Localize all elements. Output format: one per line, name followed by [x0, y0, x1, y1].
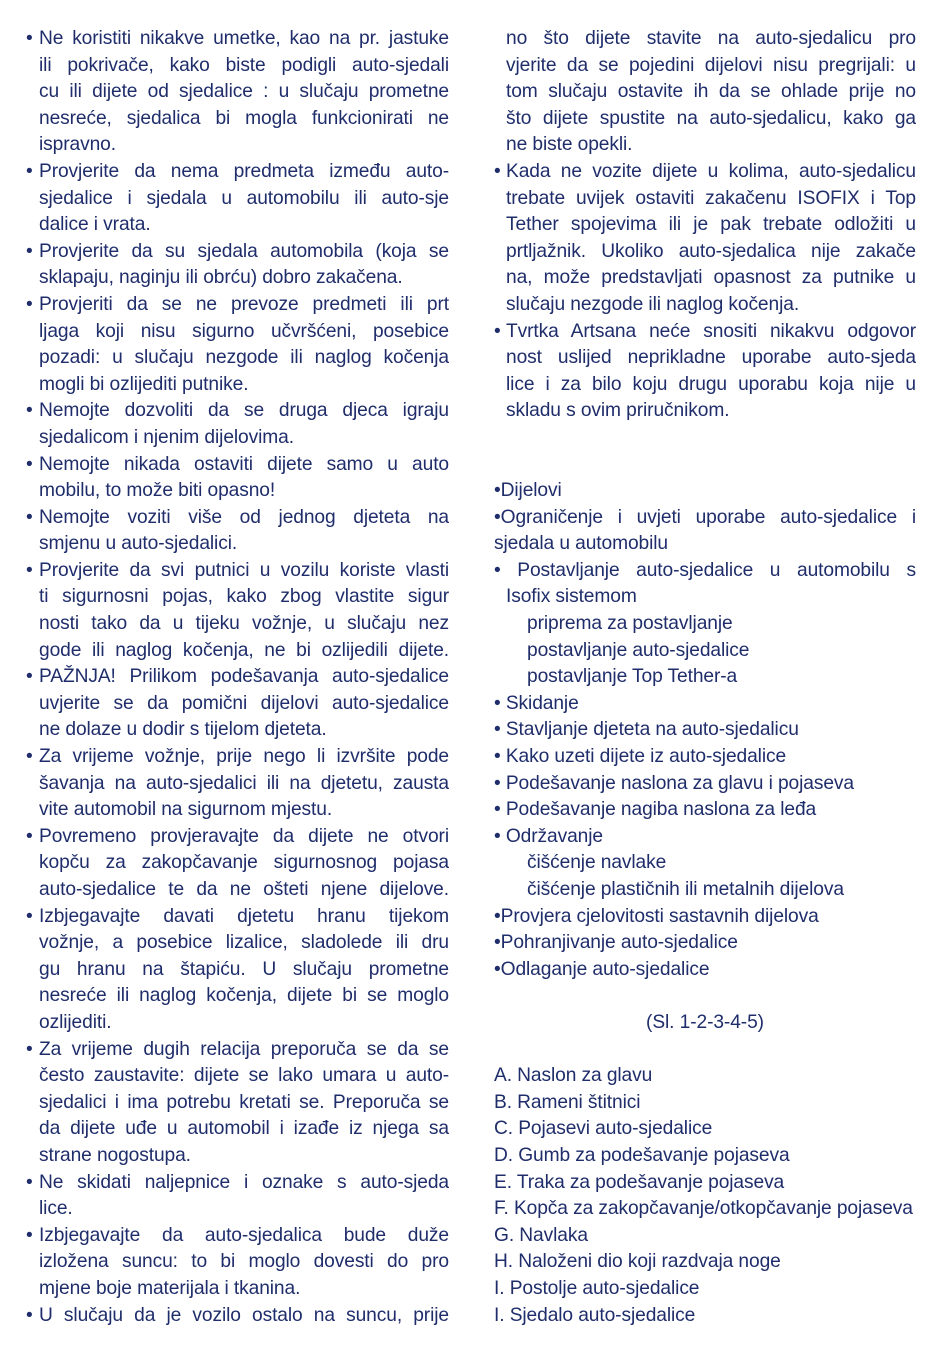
list-item	[26, 904, 449, 1037]
text-line: Ne skidati naljepnice i oznake s auto-sjeda	[39, 1171, 449, 1193]
text-line: vite automobil na sigurnom mjestu.	[39, 799, 333, 821]
text-line: sklapaju, naginju ili obrću) dobro zakačena.	[39, 267, 403, 289]
part-item: E. Traka za podešavanje pojaseva	[494, 1171, 785, 1193]
text-line: sjedalicom i njenim dijelovima.	[39, 426, 294, 448]
list-item	[26, 26, 449, 159]
text-line: nesreće, sjedalica bi mogla funkcionirati ne	[39, 107, 449, 129]
list-item	[26, 292, 449, 398]
text-line: pozadi: u slučaju nezgode ili naglog kočenja	[39, 347, 449, 369]
text-line: dalice i vrata.	[39, 214, 151, 236]
text-line: Tvrtka Artsana neće snositi nikakvu odgovor	[506, 320, 916, 342]
text-line: Za vrijeme dugih relacija preporuča se da se	[39, 1038, 449, 1060]
text-line: nosti tako da u tijeku vožnje, u slučaju nez	[39, 613, 449, 635]
text-line: Provjeriti da se ne prevoze predmeti ili prt	[39, 293, 449, 315]
text-line: gu hranu na štapiću. U slučaju prometne	[39, 958, 449, 980]
contents-item: • Održavanje	[494, 825, 603, 847]
text-line: kopču za zakopčavanje sigurnosnog pojasa	[39, 852, 449, 874]
contents-subitem: postavljanje Top Tether-a	[527, 666, 738, 688]
text-line: no što dijete stavite na auto-sjedalicu pro	[506, 28, 916, 49]
list-item	[26, 1223, 449, 1303]
part-item: G. Navlaka	[494, 1224, 588, 1246]
contents-list	[494, 478, 916, 983]
list-item	[26, 558, 449, 664]
contents-item: •Provjera cjelovitosti sastavnih dijelova	[494, 905, 819, 927]
text-line: lice i za bilo koju drugu uporabu koja nije u	[506, 373, 916, 395]
spacer	[494, 425, 916, 452]
text-line: Izbjegavajte da auto-sjedalica bude duže	[39, 1224, 449, 1246]
list-item	[26, 664, 449, 744]
text-line: lice.	[39, 1198, 73, 1220]
list-item	[26, 1170, 449, 1223]
contents-item: • Skidanje	[494, 692, 579, 714]
list-item	[26, 398, 449, 451]
text-line: što dijete spustite na auto-sjedalicu, kako ga	[506, 107, 916, 129]
bullet-dot: •	[26, 293, 33, 315]
contents-item: • Kako uzeti dijete iz auto-sjedalice	[494, 746, 787, 768]
list-item	[26, 505, 449, 558]
contents-subitem: čišćenje navlake	[527, 852, 667, 874]
text-line: Ne koristiti nikakve umetke, kao na pr. jastuke	[39, 28, 449, 49]
text-line: Kada ne vozite dijete u kolima, auto-sjedalicu	[506, 160, 916, 182]
text-line: ozlijediti.	[39, 1011, 112, 1033]
part-item: D. Gumb za podešavanje pojaseva	[494, 1144, 790, 1166]
bullet-dot: •	[26, 28, 33, 49]
text-line: ispravno.	[39, 134, 116, 156]
part-item: B. Rameni štitnici	[494, 1091, 641, 1113]
text-line: Za vrijeme vožnje, prije nego li izvršite pode	[39, 746, 449, 768]
text-line: Provjerite da nema predmeta između auto-	[39, 160, 449, 182]
part-item: A. Naslon za glavu	[494, 1065, 653, 1087]
spacer	[494, 983, 916, 1010]
text-line: šavanja na auto-sjedalici ili na djetetu, zausta	[39, 772, 449, 794]
contents-item: • Stavljanje djeteta na auto-sjedalicu	[494, 719, 799, 741]
bullet-dot: •	[26, 400, 33, 422]
text-line: izložena suncu: to bi moglo dovesti do pro	[39, 1251, 449, 1273]
contents-item: •Odlaganje auto-sjedalice	[494, 958, 710, 980]
contents-item: Isofix sistemom	[506, 586, 637, 608]
contents-subitem: priprema za postavljanje	[527, 613, 733, 635]
text-line: slučaju nezgode ili naglog kočenja.	[506, 293, 800, 315]
list-item	[26, 744, 449, 824]
bullet-dot: •	[26, 160, 33, 182]
text-line: U slučaju da je vozilo ostalo na suncu, prije	[39, 1304, 449, 1326]
part-item: I. Postolje auto-sjedalice	[494, 1277, 700, 1299]
text-line: Nemojte voziti više od jednog djeteta na	[39, 506, 449, 528]
text-line: trebate uvijek ostaviti zakačenu ISOFIX i Top	[506, 187, 916, 209]
text-line: mobilu, to može biti opasno!	[39, 480, 276, 502]
left-column	[26, 26, 449, 1329]
list-item	[26, 1303, 449, 1330]
contents-item: •Dijelovi	[494, 480, 562, 502]
text-line: ljaga koji nisu sigurno učvršćeni, posebice	[39, 320, 449, 342]
text-line: vjerite da se pojedini dijelovi nisu pregrijali: u	[506, 54, 916, 76]
right-column	[494, 26, 916, 1329]
text-line: ne biste opekli.	[506, 134, 633, 156]
text-line: ti sigurnosni pojas, kako zbog vlastite sigur	[39, 586, 449, 608]
contents-item: •Ograničenje i uvjeti uporabe auto-sjedalice i	[494, 506, 916, 528]
parts-list	[494, 1063, 916, 1329]
text-line: da dijete uđe u automobil i izađe iz njega sa	[39, 1118, 449, 1140]
contents-item: sjedala u automobilu	[494, 533, 669, 555]
list-item	[26, 824, 449, 904]
bullet-dot: •	[26, 1304, 33, 1326]
contents-item: • Podešavanje naslona za glavu i pojaseva	[494, 772, 854, 794]
contents-item: • Postavljanje auto-sjedalice u automobilu s	[494, 559, 916, 581]
text-line: mjene boje materijala i tkanina.	[39, 1277, 301, 1299]
text-line: skladu s ovim priručnikom.	[506, 400, 730, 422]
list-item	[494, 319, 916, 425]
text-line: Povremeno provjeravajte da dijete ne otvori	[39, 825, 449, 847]
part-item: C. Pojasevi auto-sjedalice	[494, 1118, 713, 1140]
list-item	[494, 159, 916, 319]
bullet-dot: •	[26, 1038, 33, 1060]
bullet-dot: •	[26, 905, 33, 927]
text-line: uvjerite se da pomični dijelovi auto-sjedalice	[39, 692, 449, 714]
text-line: nesreće ili naglog kočenja, dijete bi se moglo	[39, 985, 449, 1007]
spacer	[494, 1037, 916, 1064]
text-line: strane nogostupa.	[39, 1144, 191, 1166]
bullet-dot: •	[494, 320, 501, 342]
list-item	[26, 452, 449, 505]
part-item: F. Kopča za zakopčavanje/otkopčavanje pojaseva	[494, 1198, 913, 1220]
bullet-dot: •	[26, 506, 33, 528]
text-line: ne dolaze u dodir s tijelom djeteta.	[39, 719, 327, 741]
contents-item: •Pohranjivanje auto-sjedalice	[494, 932, 738, 954]
text-line: prtljažnik. Ukoliko auto-sjedalica nije zakače	[506, 240, 916, 262]
list-item	[26, 159, 449, 239]
text-line: mogli bi ozlijediti putnike.	[39, 373, 249, 395]
text-line: nost uslijed neprikladne uporabe auto-sjeda	[506, 347, 916, 369]
bullet-dot: •	[26, 1171, 33, 1193]
bullet-dot: •	[26, 825, 33, 847]
text-line: smjenu u auto-sjedalici.	[39, 533, 238, 555]
text-line: sjedalici i ima potrebu kretati se. Preporuča se	[39, 1091, 449, 1113]
list-item	[26, 1037, 449, 1170]
contents-subitem: postavljanje auto-sjedalice	[527, 639, 750, 661]
spacer	[494, 452, 916, 479]
text-line: Nemojte dozvoliti da se druga djeca igraju	[39, 400, 449, 422]
part-item: I. Sjedalo auto-sjedalice	[494, 1304, 696, 1326]
text-line: Provjerite da svi putnici u vozilu koriste vlasti	[39, 559, 449, 581]
text-line: Nemojte nikada ostaviti dijete samo u auto	[39, 453, 449, 475]
figure-reference: (Sl. 1-2-3-4-5)	[646, 1011, 764, 1033]
text-line: ili pokrivače, kako biste podigli auto-sjedali	[39, 54, 449, 76]
text-line: cu ili dijete od sjedalice : u slučaju prometne	[39, 81, 449, 103]
contents-subitem: čišćenje plastičnih ili metalnih dijelova	[527, 879, 844, 900]
bullet-dot: •	[26, 746, 33, 768]
bullet-dot: •	[26, 666, 33, 688]
bullet-dot: •	[26, 559, 33, 581]
bullet-dot: •	[26, 240, 33, 262]
text-line: sjedalice i sjedala u automobilu ili auto-sje	[39, 187, 449, 209]
contents-item: • Podešavanje nagiba naslona za leđa	[494, 799, 817, 821]
part-item: H. Naloženi dio koji razdvaja noge	[494, 1251, 781, 1273]
text-line: gode ili naglog kočenja, ne bi ozlijedili dijete.	[39, 639, 449, 661]
text-line: PAŽNJA! Prilikom podešavanja auto-sjedalice	[39, 666, 449, 688]
bullet-dot: •	[26, 453, 33, 475]
text-line: na, može predstavljati opasnost za putnike u	[506, 267, 916, 289]
text-line: auto-sjedalice te da ne ošteti njene dijelove.	[39, 879, 449, 900]
text-line: često zaustavite: dijete se lako umara u auto-	[39, 1065, 449, 1087]
continued-paragraph	[494, 26, 916, 159]
text-line: Tether spojevima ili je pak trebate odložiti u	[506, 214, 916, 236]
list-item	[26, 239, 449, 292]
text-line: vožnje, a posebice lizalice, sladolede ili dru	[39, 932, 449, 954]
text-line: Izbjegavajte davati djetetu hranu tijekom	[39, 905, 449, 927]
text-line: Provjerite da su sjedala automobila (koja se	[39, 240, 449, 262]
bullet-dot: •	[26, 1224, 33, 1246]
bullet-dot: •	[494, 160, 501, 182]
text-line: tom slučaju ostavite ih da se ohlade prije no	[506, 81, 916, 103]
